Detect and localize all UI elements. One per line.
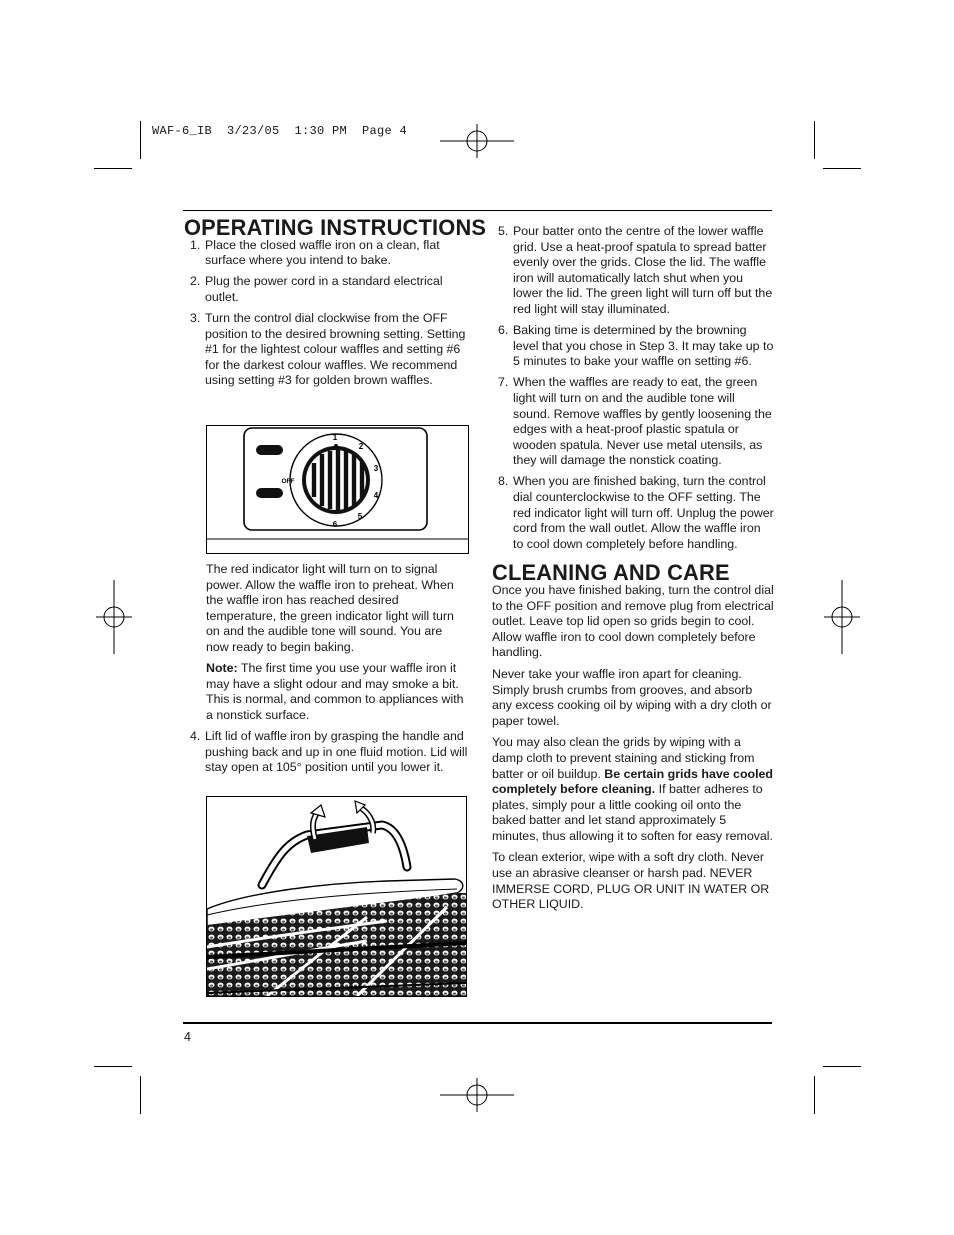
operating-steps [184, 238, 466, 389]
cleaning-paragraph: Once you have finished baking, turn the control dial to the OFF position and remove plug from electrical outlet. Leave top lid open so grids begin to cool. Allow waffle iron to cool down completely before handling. [492, 582, 774, 660]
waffle-iron-illustration [207, 797, 466, 996]
dial-label-2: 2 [358, 442, 364, 451]
dial-label-4: 4 [373, 491, 379, 500]
preheat-paragraph: The red indicator light will turn on to signal power. Allow the waffle iron to preheat. When the waffle iron has reached desired temperature, the green indicator light will turn on and the audible tone will sound. You are now ready to begin baking. [206, 562, 454, 654]
top-rule [183, 210, 772, 211]
control-dial-figure [206, 425, 469, 554]
dial-label-off: OFF [281, 478, 295, 485]
cleaning-paragraph: To clean exterior, wipe with a soft dry cloth. Never use an abrasive cleanser or harsh pad. NEVER IMMERSE CORD, PLUG OR UNIT IN WATER OR OTHER LIQUID. [492, 850, 770, 912]
cleaning-paragraph: Never take your waffle iron apart for cleaning. Simply brush crumbs from grooves, and absorb any excess cooking oil by wiping with a dry cloth or paper towel. [492, 666, 772, 728]
dial-label-6: 6 [332, 520, 338, 529]
step-item: 2. Plug the power cord in a standard electrical outlet. [190, 274, 443, 304]
dial-label-3: 3 [373, 464, 379, 473]
step-item: 7. When the waffles are ready to eat, the green light will turn on and the audible tone will sound. Remove waffles by gently loosening the edges with a heat-proof plastic spatula or wooden spatula. Never use metal utensils, as they will damage the nonstick coating. [498, 375, 772, 468]
right-column [492, 224, 774, 913]
operating-instructions-heading: OPERATING INSTRUCTIONS [184, 215, 487, 240]
page-number: 4 [184, 1030, 191, 1044]
dial-label-1: 1 [332, 433, 338, 442]
left-column-lower [206, 562, 468, 723]
step-item: 4. Lift lid of waffle iron by grasping the handle and pushing back and up in one fluid motion. Lid will stay open at 105° position until you lower it. [190, 729, 468, 775]
operating-steps-continued [492, 224, 774, 552]
step-item: 3. Turn the control dial clockwise from the OFF position to the desired browning setting. Setting #1 for the lightest colour waffles and setting #6 for the darkest colour waffles. We recommend using setting #3 for golden brown waffles. [190, 310, 466, 388]
note-label: Note: [206, 661, 238, 676]
dial-label-5: 5 [357, 512, 363, 521]
step-item: 6. Baking time is determined by the browning level that you chose in Step 3. It may take up to 5 minutes to bake your waffle on setting #6. [498, 323, 774, 369]
step-item: 8. When you are finished baking, turn the control dial counterclockwise to the OFF setting. The red indicator light will turn off. Unplug the power cord from the wall outlet. Allow the waffle iron to cool down completely before handling. [498, 474, 774, 551]
step-item: 5. Pour batter onto the centre of the lower waffle grid. Use a heat-proof spatula to spread batter evenly over the grids. Close the lid. The waffle iron will automatically latch shut when you lower the lid. The green light will turn off but the red light will stay illuminated. [498, 224, 773, 316]
control-dial-illustration [207, 426, 468, 553]
cleaning-and-care-heading: CLEANING AND CARE [492, 560, 730, 586]
printer-slug: WAF-6_IB 3/23/05 1:30 PM Page 4 [152, 124, 408, 138]
step-4-block [184, 729, 468, 776]
note-paragraph: Note: The first time you use your waffle iron it may have a slight odour and may smoke a bit. This is normal, and common to appliances with a nonstick surface. [206, 661, 464, 722]
waffle-iron-figure [206, 796, 467, 997]
cleaning-paragraph: You may also clean the grids by wiping with a damp cloth to prevent staining and sticking from batter or oil buildup. Be certain grids have cooled completely before cleaning. If batter adheres to plates, simply pour a little cooking oil onto the baked batter and let stand approximately 5 minutes, thus allowing it to soften for easy removal. [492, 735, 773, 843]
left-column [184, 215, 487, 389]
step-item: 1. Place the closed waffle iron on a clean, flat surface where you intend to bake. [190, 237, 440, 268]
bottom-rule [183, 1022, 772, 1024]
